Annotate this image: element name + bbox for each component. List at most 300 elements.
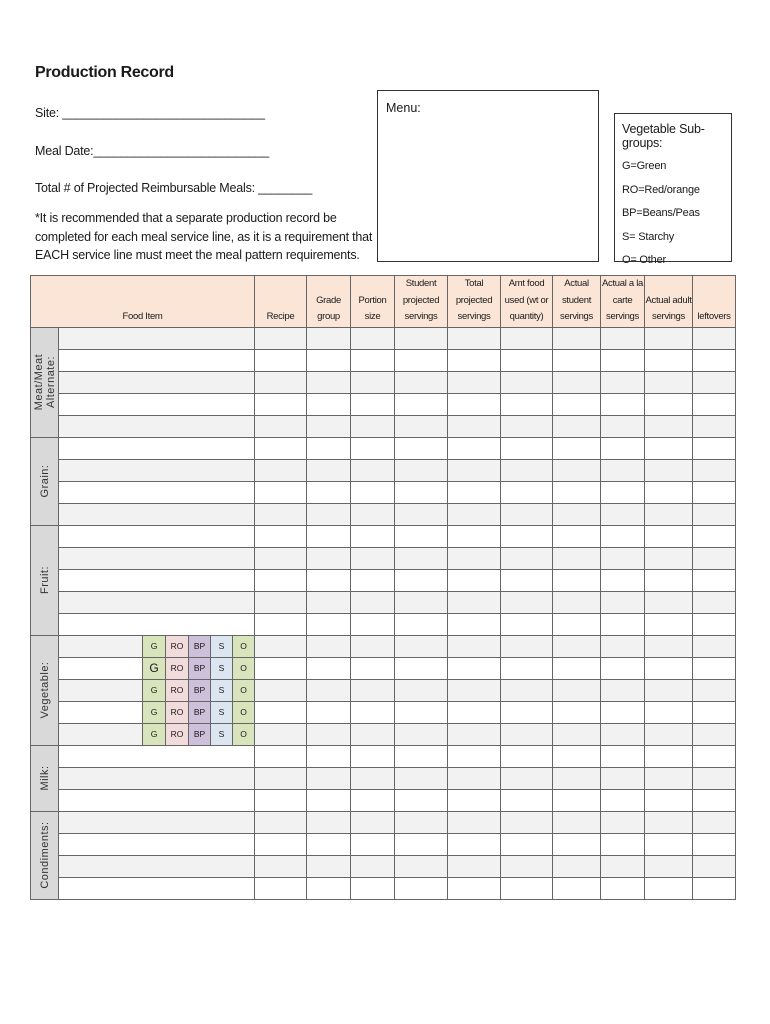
- subgroup-starchy-box[interactable]: S: [210, 680, 232, 701]
- student-projected-cell[interactable]: [395, 855, 448, 877]
- subgroup-red-orange-box[interactable]: RO: [165, 702, 188, 723]
- amt-food-used-cell[interactable]: [501, 855, 553, 877]
- actual-adult-cell[interactable]: [645, 349, 693, 371]
- leftovers-cell[interactable]: [693, 459, 736, 481]
- recipe-cell[interactable]: [255, 503, 307, 525]
- actual-a-la-carte-cell[interactable]: [601, 371, 645, 393]
- actual-a-la-carte-cell[interactable]: [601, 745, 645, 767]
- food-item-cell[interactable]: [59, 569, 255, 591]
- portion-size-cell[interactable]: [351, 767, 395, 789]
- actual-a-la-carte-cell[interactable]: [601, 657, 645, 679]
- leftovers-cell[interactable]: [693, 415, 736, 437]
- portion-size-cell[interactable]: [351, 415, 395, 437]
- recipe-cell[interactable]: [255, 877, 307, 899]
- leftovers-cell[interactable]: [693, 635, 736, 657]
- total-projected-cell[interactable]: [448, 327, 501, 349]
- subgroup-beans-peas-box[interactable]: BP: [188, 680, 210, 701]
- subgroup-other-box[interactable]: O: [232, 636, 254, 657]
- total-projected-cell[interactable]: [448, 679, 501, 701]
- grade-group-cell[interactable]: [307, 855, 351, 877]
- food-item-cell[interactable]: [59, 635, 255, 657]
- food-item-cell[interactable]: [59, 811, 255, 833]
- subgroup-other-box[interactable]: O: [232, 702, 254, 723]
- total-projected-cell[interactable]: [448, 371, 501, 393]
- recipe-cell[interactable]: [255, 723, 307, 745]
- portion-size-cell[interactable]: [351, 327, 395, 349]
- portion-size-cell[interactable]: [351, 811, 395, 833]
- recipe-cell[interactable]: [255, 701, 307, 723]
- grade-group-cell[interactable]: [307, 349, 351, 371]
- student-projected-cell[interactable]: [395, 415, 448, 437]
- recipe-cell[interactable]: [255, 459, 307, 481]
- actual-adult-cell[interactable]: [645, 371, 693, 393]
- portion-size-cell[interactable]: [351, 657, 395, 679]
- actual-adult-cell[interactable]: [645, 679, 693, 701]
- student-projected-cell[interactable]: [395, 767, 448, 789]
- amt-food-used-cell[interactable]: [501, 745, 553, 767]
- grade-group-cell[interactable]: [307, 613, 351, 635]
- recipe-cell[interactable]: [255, 393, 307, 415]
- food-item-cell[interactable]: [59, 789, 255, 811]
- portion-size-cell[interactable]: [351, 459, 395, 481]
- actual-a-la-carte-cell[interactable]: [601, 569, 645, 591]
- grade-group-cell[interactable]: [307, 393, 351, 415]
- grade-group-cell[interactable]: [307, 657, 351, 679]
- actual-adult-cell[interactable]: [645, 723, 693, 745]
- student-projected-cell[interactable]: [395, 349, 448, 371]
- leftovers-cell[interactable]: [693, 613, 736, 635]
- actual-student-cell[interactable]: [553, 833, 601, 855]
- actual-adult-cell[interactable]: [645, 811, 693, 833]
- actual-adult-cell[interactable]: [645, 789, 693, 811]
- recipe-cell[interactable]: [255, 415, 307, 437]
- amt-food-used-cell[interactable]: [501, 459, 553, 481]
- leftovers-cell[interactable]: [693, 569, 736, 591]
- grade-group-cell[interactable]: [307, 437, 351, 459]
- student-projected-cell[interactable]: [395, 789, 448, 811]
- amt-food-used-cell[interactable]: [501, 569, 553, 591]
- student-projected-cell[interactable]: [395, 635, 448, 657]
- total-projected-cell[interactable]: [448, 525, 501, 547]
- actual-student-cell[interactable]: [553, 459, 601, 481]
- grade-group-cell[interactable]: [307, 833, 351, 855]
- leftovers-cell[interactable]: [693, 855, 736, 877]
- actual-student-cell[interactable]: [553, 327, 601, 349]
- actual-a-la-carte-cell[interactable]: [601, 481, 645, 503]
- total-projected-cell[interactable]: [448, 635, 501, 657]
- grade-group-cell[interactable]: [307, 503, 351, 525]
- student-projected-cell[interactable]: [395, 327, 448, 349]
- subgroup-green-box[interactable]: G: [142, 636, 165, 657]
- leftovers-cell[interactable]: [693, 767, 736, 789]
- portion-size-cell[interactable]: [351, 547, 395, 569]
- student-projected-cell[interactable]: [395, 833, 448, 855]
- portion-size-cell[interactable]: [351, 723, 395, 745]
- student-projected-cell[interactable]: [395, 437, 448, 459]
- actual-a-la-carte-cell[interactable]: [601, 855, 645, 877]
- leftovers-cell[interactable]: [693, 745, 736, 767]
- food-item-cell[interactable]: [59, 371, 255, 393]
- portion-size-cell[interactable]: [351, 789, 395, 811]
- food-item-cell[interactable]: [59, 701, 255, 723]
- subgroup-green-box[interactable]: G: [142, 724, 165, 745]
- amt-food-used-cell[interactable]: [501, 547, 553, 569]
- actual-student-cell[interactable]: [553, 745, 601, 767]
- grade-group-cell[interactable]: [307, 635, 351, 657]
- portion-size-cell[interactable]: [351, 481, 395, 503]
- grade-group-cell[interactable]: [307, 481, 351, 503]
- portion-size-cell[interactable]: [351, 877, 395, 899]
- total-projected-cell[interactable]: [448, 547, 501, 569]
- total-projected-cell[interactable]: [448, 745, 501, 767]
- total-projected-cell[interactable]: [448, 437, 501, 459]
- recipe-cell[interactable]: [255, 591, 307, 613]
- actual-adult-cell[interactable]: [645, 833, 693, 855]
- grade-group-cell[interactable]: [307, 569, 351, 591]
- actual-student-cell[interactable]: [553, 503, 601, 525]
- actual-adult-cell[interactable]: [645, 327, 693, 349]
- actual-student-cell[interactable]: [553, 789, 601, 811]
- food-item-cell[interactable]: [59, 415, 255, 437]
- amt-food-used-cell[interactable]: [501, 349, 553, 371]
- actual-adult-cell[interactable]: [645, 767, 693, 789]
- grade-group-cell[interactable]: [307, 371, 351, 393]
- portion-size-cell[interactable]: [351, 635, 395, 657]
- actual-student-cell[interactable]: [553, 349, 601, 371]
- total-projected-cell[interactable]: [448, 701, 501, 723]
- actual-a-la-carte-cell[interactable]: [601, 349, 645, 371]
- leftovers-cell[interactable]: [693, 437, 736, 459]
- total-projected-cell[interactable]: [448, 811, 501, 833]
- amt-food-used-cell[interactable]: [501, 635, 553, 657]
- amt-food-used-cell[interactable]: [501, 613, 553, 635]
- actual-a-la-carte-cell[interactable]: [601, 591, 645, 613]
- food-item-cell[interactable]: [59, 459, 255, 481]
- actual-a-la-carte-cell[interactable]: [601, 437, 645, 459]
- actual-a-la-carte-cell[interactable]: [601, 415, 645, 437]
- leftovers-cell[interactable]: [693, 371, 736, 393]
- leftovers-cell[interactable]: [693, 349, 736, 371]
- grade-group-cell[interactable]: [307, 679, 351, 701]
- actual-adult-cell[interactable]: [645, 569, 693, 591]
- actual-adult-cell[interactable]: [645, 503, 693, 525]
- actual-student-cell[interactable]: [553, 569, 601, 591]
- total-projected-cell[interactable]: [448, 877, 501, 899]
- recipe-cell[interactable]: [255, 569, 307, 591]
- actual-adult-cell[interactable]: [645, 393, 693, 415]
- recipe-cell[interactable]: [255, 327, 307, 349]
- amt-food-used-cell[interactable]: [501, 723, 553, 745]
- total-projected-cell[interactable]: [448, 657, 501, 679]
- portion-size-cell[interactable]: [351, 371, 395, 393]
- amt-food-used-cell[interactable]: [501, 371, 553, 393]
- food-item-cell[interactable]: [59, 877, 255, 899]
- portion-size-cell[interactable]: [351, 393, 395, 415]
- actual-a-la-carte-cell[interactable]: [601, 877, 645, 899]
- amt-food-used-cell[interactable]: [501, 811, 553, 833]
- recipe-cell[interactable]: [255, 679, 307, 701]
- leftovers-cell[interactable]: [693, 789, 736, 811]
- student-projected-cell[interactable]: [395, 481, 448, 503]
- total-projected-cell[interactable]: [448, 503, 501, 525]
- student-projected-cell[interactable]: [395, 503, 448, 525]
- subgroup-starchy-box[interactable]: S: [210, 658, 232, 679]
- subgroup-starchy-box[interactable]: S: [210, 724, 232, 745]
- student-projected-cell[interactable]: [395, 547, 448, 569]
- actual-adult-cell[interactable]: [645, 657, 693, 679]
- actual-a-la-carte-cell[interactable]: [601, 327, 645, 349]
- student-projected-cell[interactable]: [395, 459, 448, 481]
- grade-group-cell[interactable]: [307, 525, 351, 547]
- food-item-cell[interactable]: [59, 503, 255, 525]
- leftovers-cell[interactable]: [693, 327, 736, 349]
- actual-adult-cell[interactable]: [645, 635, 693, 657]
- food-item-cell[interactable]: [59, 767, 255, 789]
- food-item-cell[interactable]: [59, 613, 255, 635]
- portion-size-cell[interactable]: [351, 701, 395, 723]
- actual-adult-cell[interactable]: [645, 591, 693, 613]
- recipe-cell[interactable]: [255, 481, 307, 503]
- total-projected-cell[interactable]: [448, 481, 501, 503]
- amt-food-used-cell[interactable]: [501, 437, 553, 459]
- actual-adult-cell[interactable]: [645, 525, 693, 547]
- total-projected-cell[interactable]: [448, 415, 501, 437]
- recipe-cell[interactable]: [255, 855, 307, 877]
- food-item-cell[interactable]: [59, 327, 255, 349]
- food-item-cell[interactable]: [59, 591, 255, 613]
- portion-size-cell[interactable]: [351, 569, 395, 591]
- leftovers-cell[interactable]: [693, 877, 736, 899]
- portion-size-cell[interactable]: [351, 745, 395, 767]
- total-projected-cell[interactable]: [448, 349, 501, 371]
- actual-a-la-carte-cell[interactable]: [601, 723, 645, 745]
- subgroup-red-orange-box[interactable]: RO: [165, 658, 188, 679]
- actual-a-la-carte-cell[interactable]: [601, 525, 645, 547]
- recipe-cell[interactable]: [255, 613, 307, 635]
- actual-adult-cell[interactable]: [645, 877, 693, 899]
- recipe-cell[interactable]: [255, 525, 307, 547]
- recipe-cell[interactable]: [255, 547, 307, 569]
- portion-size-cell[interactable]: [351, 613, 395, 635]
- grade-group-cell[interactable]: [307, 877, 351, 899]
- actual-a-la-carte-cell[interactable]: [601, 459, 645, 481]
- leftovers-cell[interactable]: [693, 701, 736, 723]
- actual-student-cell[interactable]: [553, 481, 601, 503]
- actual-student-cell[interactable]: [553, 591, 601, 613]
- subgroup-other-box[interactable]: O: [232, 658, 254, 679]
- subgroup-red-orange-box[interactable]: RO: [165, 636, 188, 657]
- subgroup-beans-peas-box[interactable]: BP: [188, 724, 210, 745]
- student-projected-cell[interactable]: [395, 393, 448, 415]
- leftovers-cell[interactable]: [693, 591, 736, 613]
- grade-group-cell[interactable]: [307, 459, 351, 481]
- food-item-cell[interactable]: [59, 679, 255, 701]
- grade-group-cell[interactable]: [307, 745, 351, 767]
- amt-food-used-cell[interactable]: [501, 393, 553, 415]
- actual-adult-cell[interactable]: [645, 613, 693, 635]
- actual-student-cell[interactable]: [553, 877, 601, 899]
- amt-food-used-cell[interactable]: [501, 415, 553, 437]
- subgroup-other-box[interactable]: O: [232, 724, 254, 745]
- total-projected-cell[interactable]: [448, 723, 501, 745]
- amt-food-used-cell[interactable]: [501, 701, 553, 723]
- grade-group-cell[interactable]: [307, 723, 351, 745]
- actual-student-cell[interactable]: [553, 723, 601, 745]
- amt-food-used-cell[interactable]: [501, 789, 553, 811]
- actual-student-cell[interactable]: [553, 415, 601, 437]
- recipe-cell[interactable]: [255, 833, 307, 855]
- student-projected-cell[interactable]: [395, 679, 448, 701]
- leftovers-cell[interactable]: [693, 481, 736, 503]
- food-item-cell[interactable]: [59, 855, 255, 877]
- leftovers-cell[interactable]: [693, 723, 736, 745]
- actual-adult-cell[interactable]: [645, 745, 693, 767]
- subgroup-green-box[interactable]: G: [142, 702, 165, 723]
- actual-student-cell[interactable]: [553, 613, 601, 635]
- recipe-cell[interactable]: [255, 789, 307, 811]
- actual-a-la-carte-cell[interactable]: [601, 613, 645, 635]
- actual-adult-cell[interactable]: [645, 437, 693, 459]
- actual-student-cell[interactable]: [553, 701, 601, 723]
- student-projected-cell[interactable]: [395, 613, 448, 635]
- actual-student-cell[interactable]: [553, 679, 601, 701]
- leftovers-cell[interactable]: [693, 657, 736, 679]
- total-projected-cell[interactable]: [448, 855, 501, 877]
- total-projected-cell[interactable]: [448, 569, 501, 591]
- actual-adult-cell[interactable]: [645, 701, 693, 723]
- portion-size-cell[interactable]: [351, 349, 395, 371]
- student-projected-cell[interactable]: [395, 811, 448, 833]
- subgroup-starchy-box[interactable]: S: [210, 636, 232, 657]
- actual-a-la-carte-cell[interactable]: [601, 767, 645, 789]
- amt-food-used-cell[interactable]: [501, 503, 553, 525]
- actual-a-la-carte-cell[interactable]: [601, 503, 645, 525]
- subgroup-green-box[interactable]: G: [142, 680, 165, 701]
- recipe-cell[interactable]: [255, 371, 307, 393]
- actual-student-cell[interactable]: [553, 657, 601, 679]
- actual-a-la-carte-cell[interactable]: [601, 789, 645, 811]
- total-projected-cell[interactable]: [448, 393, 501, 415]
- food-item-cell[interactable]: [59, 393, 255, 415]
- total-projected-cell[interactable]: [448, 767, 501, 789]
- amt-food-used-cell[interactable]: [501, 591, 553, 613]
- food-item-cell[interactable]: [59, 547, 255, 569]
- amt-food-used-cell[interactable]: [501, 327, 553, 349]
- subgroup-beans-peas-box[interactable]: BP: [188, 636, 210, 657]
- amt-food-used-cell[interactable]: [501, 525, 553, 547]
- total-projected-cell[interactable]: [448, 789, 501, 811]
- leftovers-cell[interactable]: [693, 503, 736, 525]
- food-item-cell[interactable]: [59, 657, 255, 679]
- subgroup-starchy-box[interactable]: S: [210, 702, 232, 723]
- amt-food-used-cell[interactable]: [501, 481, 553, 503]
- actual-adult-cell[interactable]: [645, 415, 693, 437]
- actual-student-cell[interactable]: [553, 525, 601, 547]
- leftovers-cell[interactable]: [693, 811, 736, 833]
- actual-student-cell[interactable]: [553, 855, 601, 877]
- actual-adult-cell[interactable]: [645, 547, 693, 569]
- grade-group-cell[interactable]: [307, 327, 351, 349]
- subgroup-beans-peas-box[interactable]: BP: [188, 702, 210, 723]
- actual-student-cell[interactable]: [553, 811, 601, 833]
- grade-group-cell[interactable]: [307, 811, 351, 833]
- portion-size-cell[interactable]: [351, 679, 395, 701]
- subgroup-red-orange-box[interactable]: RO: [165, 724, 188, 745]
- amt-food-used-cell[interactable]: [501, 679, 553, 701]
- total-projected-cell[interactable]: [448, 591, 501, 613]
- actual-a-la-carte-cell[interactable]: [601, 679, 645, 701]
- student-projected-cell[interactable]: [395, 657, 448, 679]
- leftovers-cell[interactable]: [693, 679, 736, 701]
- student-projected-cell[interactable]: [395, 723, 448, 745]
- food-item-cell[interactable]: [59, 525, 255, 547]
- grade-group-cell[interactable]: [307, 591, 351, 613]
- grade-group-cell[interactable]: [307, 701, 351, 723]
- student-projected-cell[interactable]: [395, 745, 448, 767]
- actual-student-cell[interactable]: [553, 547, 601, 569]
- food-item-cell[interactable]: [59, 481, 255, 503]
- amt-food-used-cell[interactable]: [501, 833, 553, 855]
- food-item-cell[interactable]: [59, 833, 255, 855]
- student-projected-cell[interactable]: [395, 371, 448, 393]
- recipe-cell[interactable]: [255, 635, 307, 657]
- recipe-cell[interactable]: [255, 437, 307, 459]
- actual-student-cell[interactable]: [553, 437, 601, 459]
- food-item-cell[interactable]: [59, 349, 255, 371]
- portion-size-cell[interactable]: [351, 591, 395, 613]
- total-projected-cell[interactable]: [448, 613, 501, 635]
- student-projected-cell[interactable]: [395, 877, 448, 899]
- student-projected-cell[interactable]: [395, 591, 448, 613]
- amt-food-used-cell[interactable]: [501, 657, 553, 679]
- recipe-cell[interactable]: [255, 745, 307, 767]
- actual-student-cell[interactable]: [553, 635, 601, 657]
- leftovers-cell[interactable]: [693, 833, 736, 855]
- portion-size-cell[interactable]: [351, 855, 395, 877]
- actual-student-cell[interactable]: [553, 371, 601, 393]
- recipe-cell[interactable]: [255, 657, 307, 679]
- actual-a-la-carte-cell[interactable]: [601, 547, 645, 569]
- portion-size-cell[interactable]: [351, 437, 395, 459]
- student-projected-cell[interactable]: [395, 569, 448, 591]
- actual-a-la-carte-cell[interactable]: [601, 833, 645, 855]
- total-projected-cell[interactable]: [448, 459, 501, 481]
- subgroup-green-box[interactable]: G: [142, 658, 165, 679]
- actual-adult-cell[interactable]: [645, 481, 693, 503]
- grade-group-cell[interactable]: [307, 415, 351, 437]
- portion-size-cell[interactable]: [351, 503, 395, 525]
- leftovers-cell[interactable]: [693, 525, 736, 547]
- portion-size-cell[interactable]: [351, 525, 395, 547]
- grade-group-cell[interactable]: [307, 789, 351, 811]
- actual-a-la-carte-cell[interactable]: [601, 635, 645, 657]
- subgroup-beans-peas-box[interactable]: BP: [188, 658, 210, 679]
- actual-student-cell[interactable]: [553, 393, 601, 415]
- grade-group-cell[interactable]: [307, 547, 351, 569]
- actual-a-la-carte-cell[interactable]: [601, 811, 645, 833]
- recipe-cell[interactable]: [255, 811, 307, 833]
- leftovers-cell[interactable]: [693, 547, 736, 569]
- subgroup-red-orange-box[interactable]: RO: [165, 680, 188, 701]
- actual-a-la-carte-cell[interactable]: [601, 701, 645, 723]
- amt-food-used-cell[interactable]: [501, 767, 553, 789]
- food-item-cell[interactable]: [59, 745, 255, 767]
- actual-adult-cell[interactable]: [645, 459, 693, 481]
- student-projected-cell[interactable]: [395, 525, 448, 547]
- student-projected-cell[interactable]: [395, 701, 448, 723]
- actual-a-la-carte-cell[interactable]: [601, 393, 645, 415]
- actual-student-cell[interactable]: [553, 767, 601, 789]
